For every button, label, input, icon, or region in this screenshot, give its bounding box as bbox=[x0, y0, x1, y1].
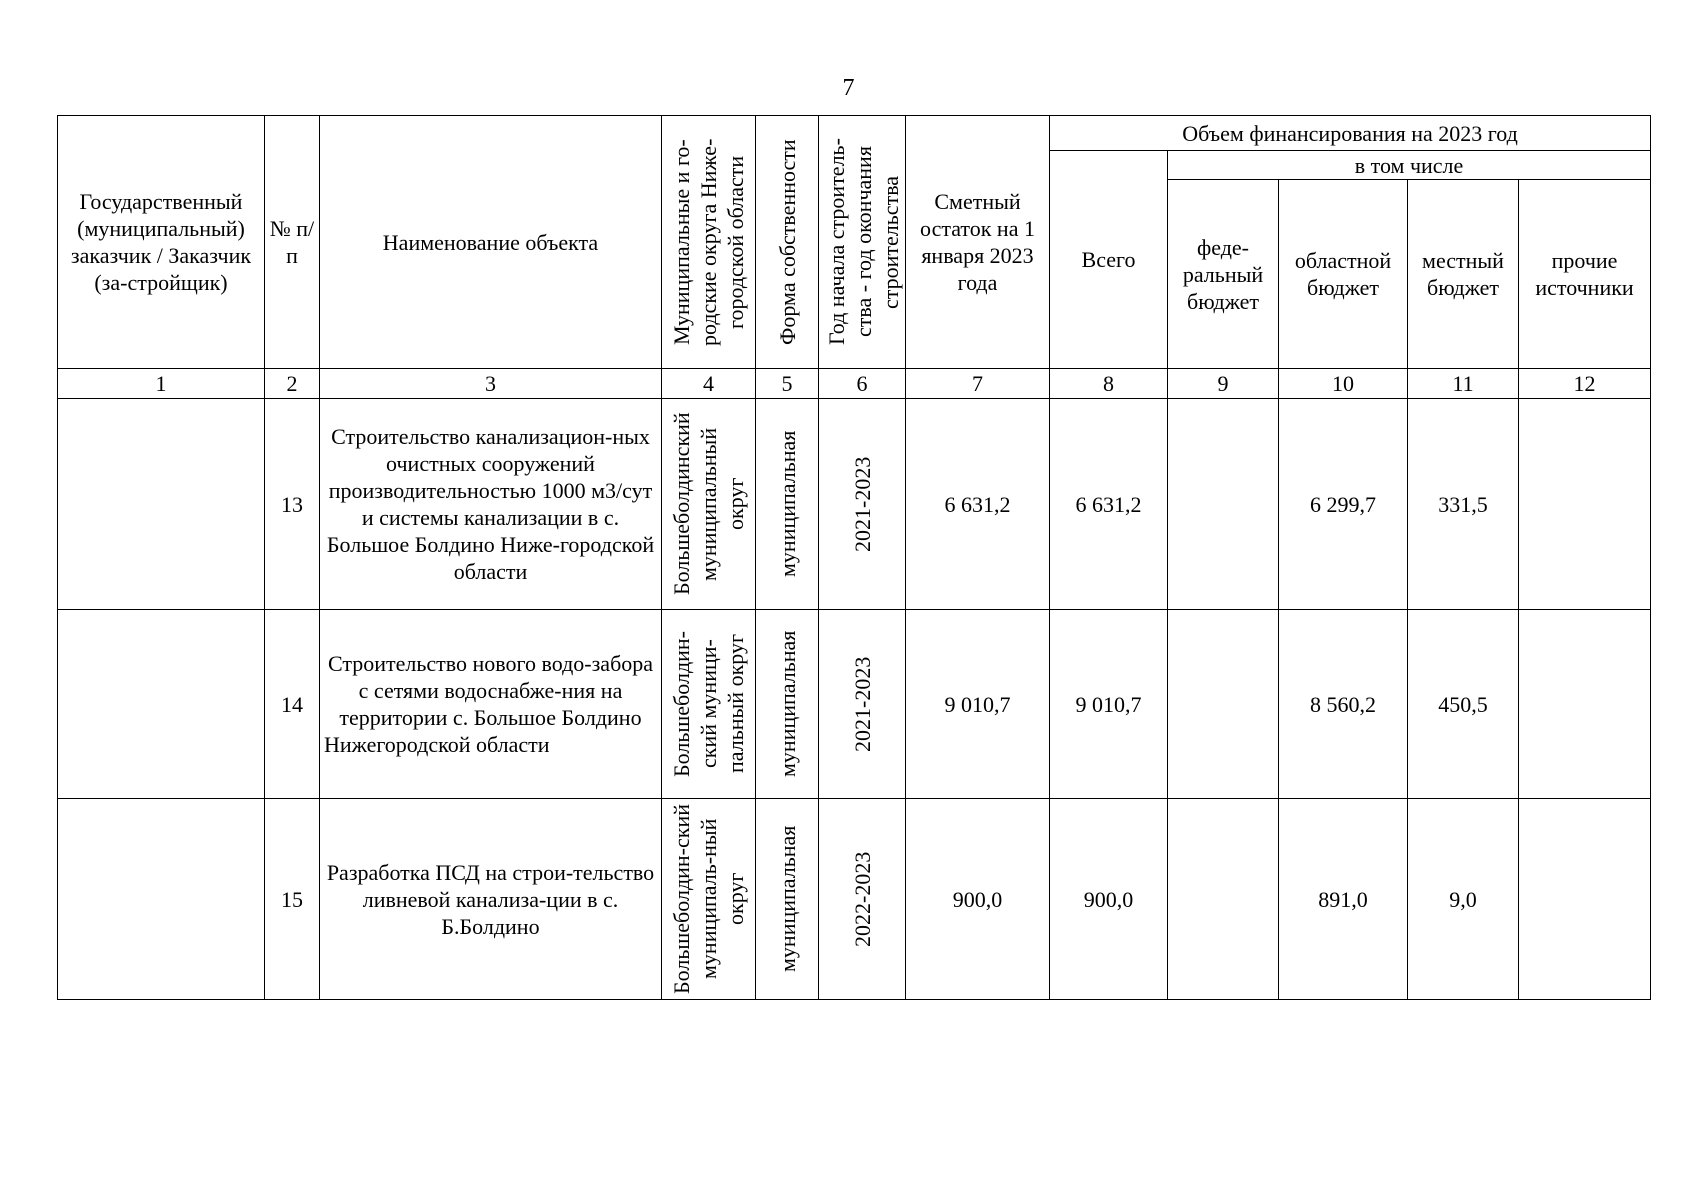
row-object-name: Строительство канализацион-ных очистных сооружений производительностью 1000 м3/сут и системы канализации в с. Большое Болдино Ниже-городской области bbox=[320, 399, 662, 610]
row-years bbox=[819, 399, 906, 610]
table-row bbox=[58, 799, 1651, 1000]
row-object-name: Строительство нового водо-забора с сетями водоснабже-ния на территории с. Большое Болдино Нижегородской области bbox=[320, 610, 662, 799]
header-regional: областной бюджет bbox=[1279, 180, 1408, 369]
column-number: 4 bbox=[662, 369, 756, 399]
row-years-text: 2021-2023 bbox=[849, 656, 875, 752]
header-ownership bbox=[756, 116, 819, 369]
header-including: в том числе bbox=[1168, 151, 1651, 180]
header-years bbox=[819, 116, 906, 369]
row-municipality bbox=[662, 399, 756, 610]
row-ownership bbox=[756, 610, 819, 799]
column-number: 1 bbox=[58, 369, 265, 399]
row-estimate-balance: 6 631,2 bbox=[906, 399, 1050, 610]
row-estimate-balance: 9 010,7 bbox=[906, 610, 1050, 799]
row-estimate-balance: 900,0 bbox=[906, 799, 1050, 1000]
row-municipality-text: Большеболдин-ский муници-пальный округ bbox=[669, 631, 748, 778]
row-ownership-text: муниципальная bbox=[774, 630, 800, 778]
column-number: 5 bbox=[756, 369, 819, 399]
column-number: 2 bbox=[265, 369, 320, 399]
row-customer bbox=[58, 399, 265, 610]
header-financing-title: Объем финансирования на 2023 год bbox=[1050, 116, 1651, 151]
row-other bbox=[1519, 799, 1651, 1000]
row-local: 450,5 bbox=[1408, 610, 1519, 799]
financing-table bbox=[57, 115, 1651, 1000]
header-municipality bbox=[662, 116, 756, 369]
header-ownership-text: Форма собственности bbox=[774, 139, 800, 345]
row-ownership bbox=[756, 799, 819, 1000]
header-local: местный бюджет bbox=[1408, 180, 1519, 369]
column-number: 10 bbox=[1279, 369, 1408, 399]
row-municipality-text: Большеболдинский муниципальный округ bbox=[669, 412, 748, 596]
row-local: 331,5 bbox=[1408, 399, 1519, 610]
row-number: 13 bbox=[265, 399, 320, 610]
header-customer: Государственный (муниципальный) заказчик / Заказчик (за-стройщик) bbox=[58, 116, 265, 369]
column-number: 7 bbox=[906, 369, 1050, 399]
header-total: Всего bbox=[1050, 151, 1168, 369]
table-row bbox=[58, 399, 1651, 610]
row-years bbox=[819, 610, 906, 799]
row-customer bbox=[58, 610, 265, 799]
row-municipality bbox=[662, 799, 756, 1000]
row-total: 900,0 bbox=[1050, 799, 1168, 1000]
row-regional: 6 299,7 bbox=[1279, 399, 1408, 610]
header-other: прочие источники bbox=[1519, 180, 1651, 369]
row-years-text: 2021-2023 bbox=[849, 456, 875, 552]
row-ownership-text: муниципальная bbox=[774, 825, 800, 973]
row-object-name: Разработка ПСД на строи-тельство ливневой канализа-ции в с. Б.Болдино bbox=[320, 799, 662, 1000]
column-number: 8 bbox=[1050, 369, 1168, 399]
row-years-text: 2022-2023 bbox=[849, 851, 875, 947]
column-number: 12 bbox=[1519, 369, 1651, 399]
row-municipality bbox=[662, 610, 756, 799]
header-number: № п/п bbox=[265, 116, 320, 369]
column-number: 3 bbox=[320, 369, 662, 399]
column-number: 6 bbox=[819, 369, 906, 399]
row-years bbox=[819, 799, 906, 1000]
row-number: 15 bbox=[265, 799, 320, 1000]
header-years-text: Год начала строитель-ства - год окончания строительства bbox=[824, 138, 903, 346]
row-ownership-text: муниципальная bbox=[774, 430, 800, 578]
row-ownership bbox=[756, 399, 819, 610]
header-federal: феде-ральный бюджет bbox=[1168, 180, 1279, 369]
row-federal bbox=[1168, 799, 1279, 1000]
table-row bbox=[58, 610, 1651, 799]
header-row-1 bbox=[58, 116, 1651, 151]
row-number: 14 bbox=[265, 610, 320, 799]
row-municipality-text: Большеболдин-ский муниципаль-ный округ bbox=[669, 803, 748, 994]
page-number: 7 bbox=[842, 75, 855, 101]
header-estimate-balance: Сметный остаток на 1 января 2023 года bbox=[906, 116, 1050, 369]
row-federal bbox=[1168, 610, 1279, 799]
row-total: 6 631,2 bbox=[1050, 399, 1168, 610]
column-number: 9 bbox=[1168, 369, 1279, 399]
header-object-name: Наименование объекта bbox=[320, 116, 662, 369]
row-federal bbox=[1168, 399, 1279, 610]
row-regional: 8 560,2 bbox=[1279, 610, 1408, 799]
row-regional: 891,0 bbox=[1279, 799, 1408, 1000]
row-other bbox=[1519, 610, 1651, 799]
column-number: 11 bbox=[1408, 369, 1519, 399]
column-number-row bbox=[58, 369, 1651, 399]
row-customer bbox=[58, 799, 265, 1000]
row-total: 9 010,7 bbox=[1050, 610, 1168, 799]
header-municipality-text: Муниципальные и го-родские округа Ниже-городской области bbox=[669, 138, 748, 346]
row-local: 9,0 bbox=[1408, 799, 1519, 1000]
row-other bbox=[1519, 399, 1651, 610]
